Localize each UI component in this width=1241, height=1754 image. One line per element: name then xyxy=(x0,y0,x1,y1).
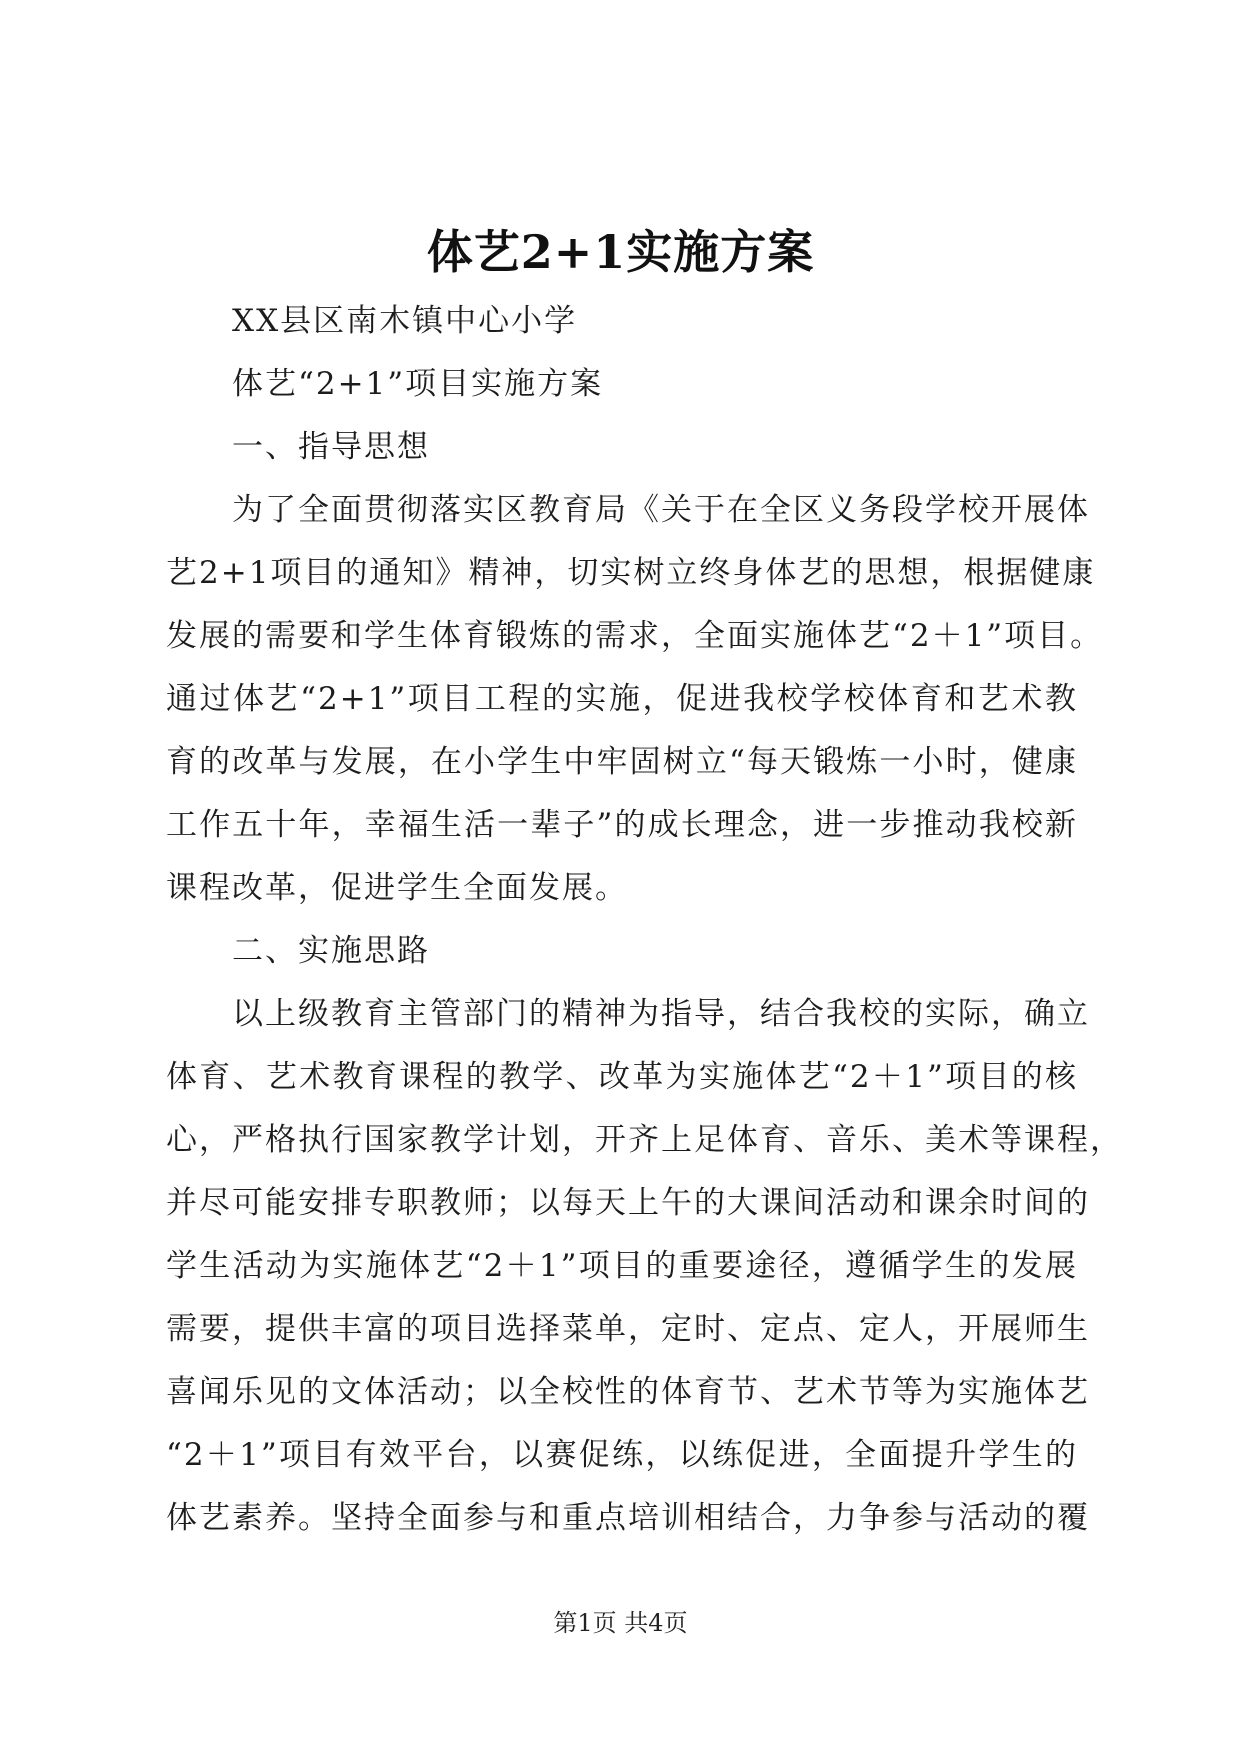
paragraph-line: 需要，提供丰富的项目选择菜单，定时、定点、定人，开展师生 xyxy=(166,1311,1090,1347)
paragraph-line: 以上级教育主管部门的精神为指导，结合我校的实际，确立 xyxy=(232,996,1090,1032)
paragraph-line: “2＋1”项目有效平台，以赛促练，以练促进，全面提升学生的 xyxy=(166,1437,1078,1473)
paragraph-line: 学生活动为实施体艺“2＋1”项目的重要途径，遵循学生的发展 xyxy=(166,1248,1078,1284)
document-title: 体艺2+1实施方案 xyxy=(426,225,815,279)
subtitle-line: 体艺“2+1”项目实施方案 xyxy=(232,366,604,402)
paragraph-line: 心，严格执行国家教学计划，开齐上足体育、音乐、美术等课程， xyxy=(166,1122,1123,1158)
school-name-line: XX县区南木镇中心小学 xyxy=(232,303,578,339)
paragraph-line: 课程改革，促进学生全面发展。 xyxy=(166,870,628,906)
paragraph-line: 育的改革与发展，在小学生中牢固树立“每天锻炼一小时，健康 xyxy=(166,744,1078,780)
paragraph-line: 为了全面贯彻落实区教育局《关于在全区义务段学校开展体 xyxy=(232,492,1090,528)
paragraph-line: 艺2+1项目的通知》精神，切实树立终身体艺的思想，根据健康 xyxy=(166,555,1096,591)
paragraph-line: 喜闻乐见的文体活动；以全校性的体育节、艺术节等为实施体艺 xyxy=(166,1374,1090,1410)
section-heading-2: 二、实施思路 xyxy=(232,933,430,969)
paragraph-line: 并尽可能安排专职教师；以每天上午的大课间活动和课余时间的 xyxy=(166,1185,1090,1221)
document-body xyxy=(166,290,1123,1550)
page-number-footer: 第1页 共4页 xyxy=(553,1609,688,1637)
paragraph-line: 体艺素养。坚持全面参与和重点培训相结合，力争参与活动的覆 xyxy=(166,1500,1090,1536)
paragraph-line: 通过体艺“2+1”项目工程的实施，促进我校学校体育和艺术教 xyxy=(166,681,1078,717)
section-heading-1: 一、指导思想 xyxy=(232,429,430,465)
paragraph-line: 体育、艺术教育课程的教学、改革为实施体艺“2＋1”项目的核 xyxy=(166,1059,1078,1095)
paragraph-line: 发展的需要和学生体育锻炼的需求，全面实施体艺“2＋1”项目。 xyxy=(166,618,1104,654)
paragraph-line: 工作五十年，幸福生活一辈子”的成长理念，进一步推动我校新 xyxy=(166,807,1078,843)
